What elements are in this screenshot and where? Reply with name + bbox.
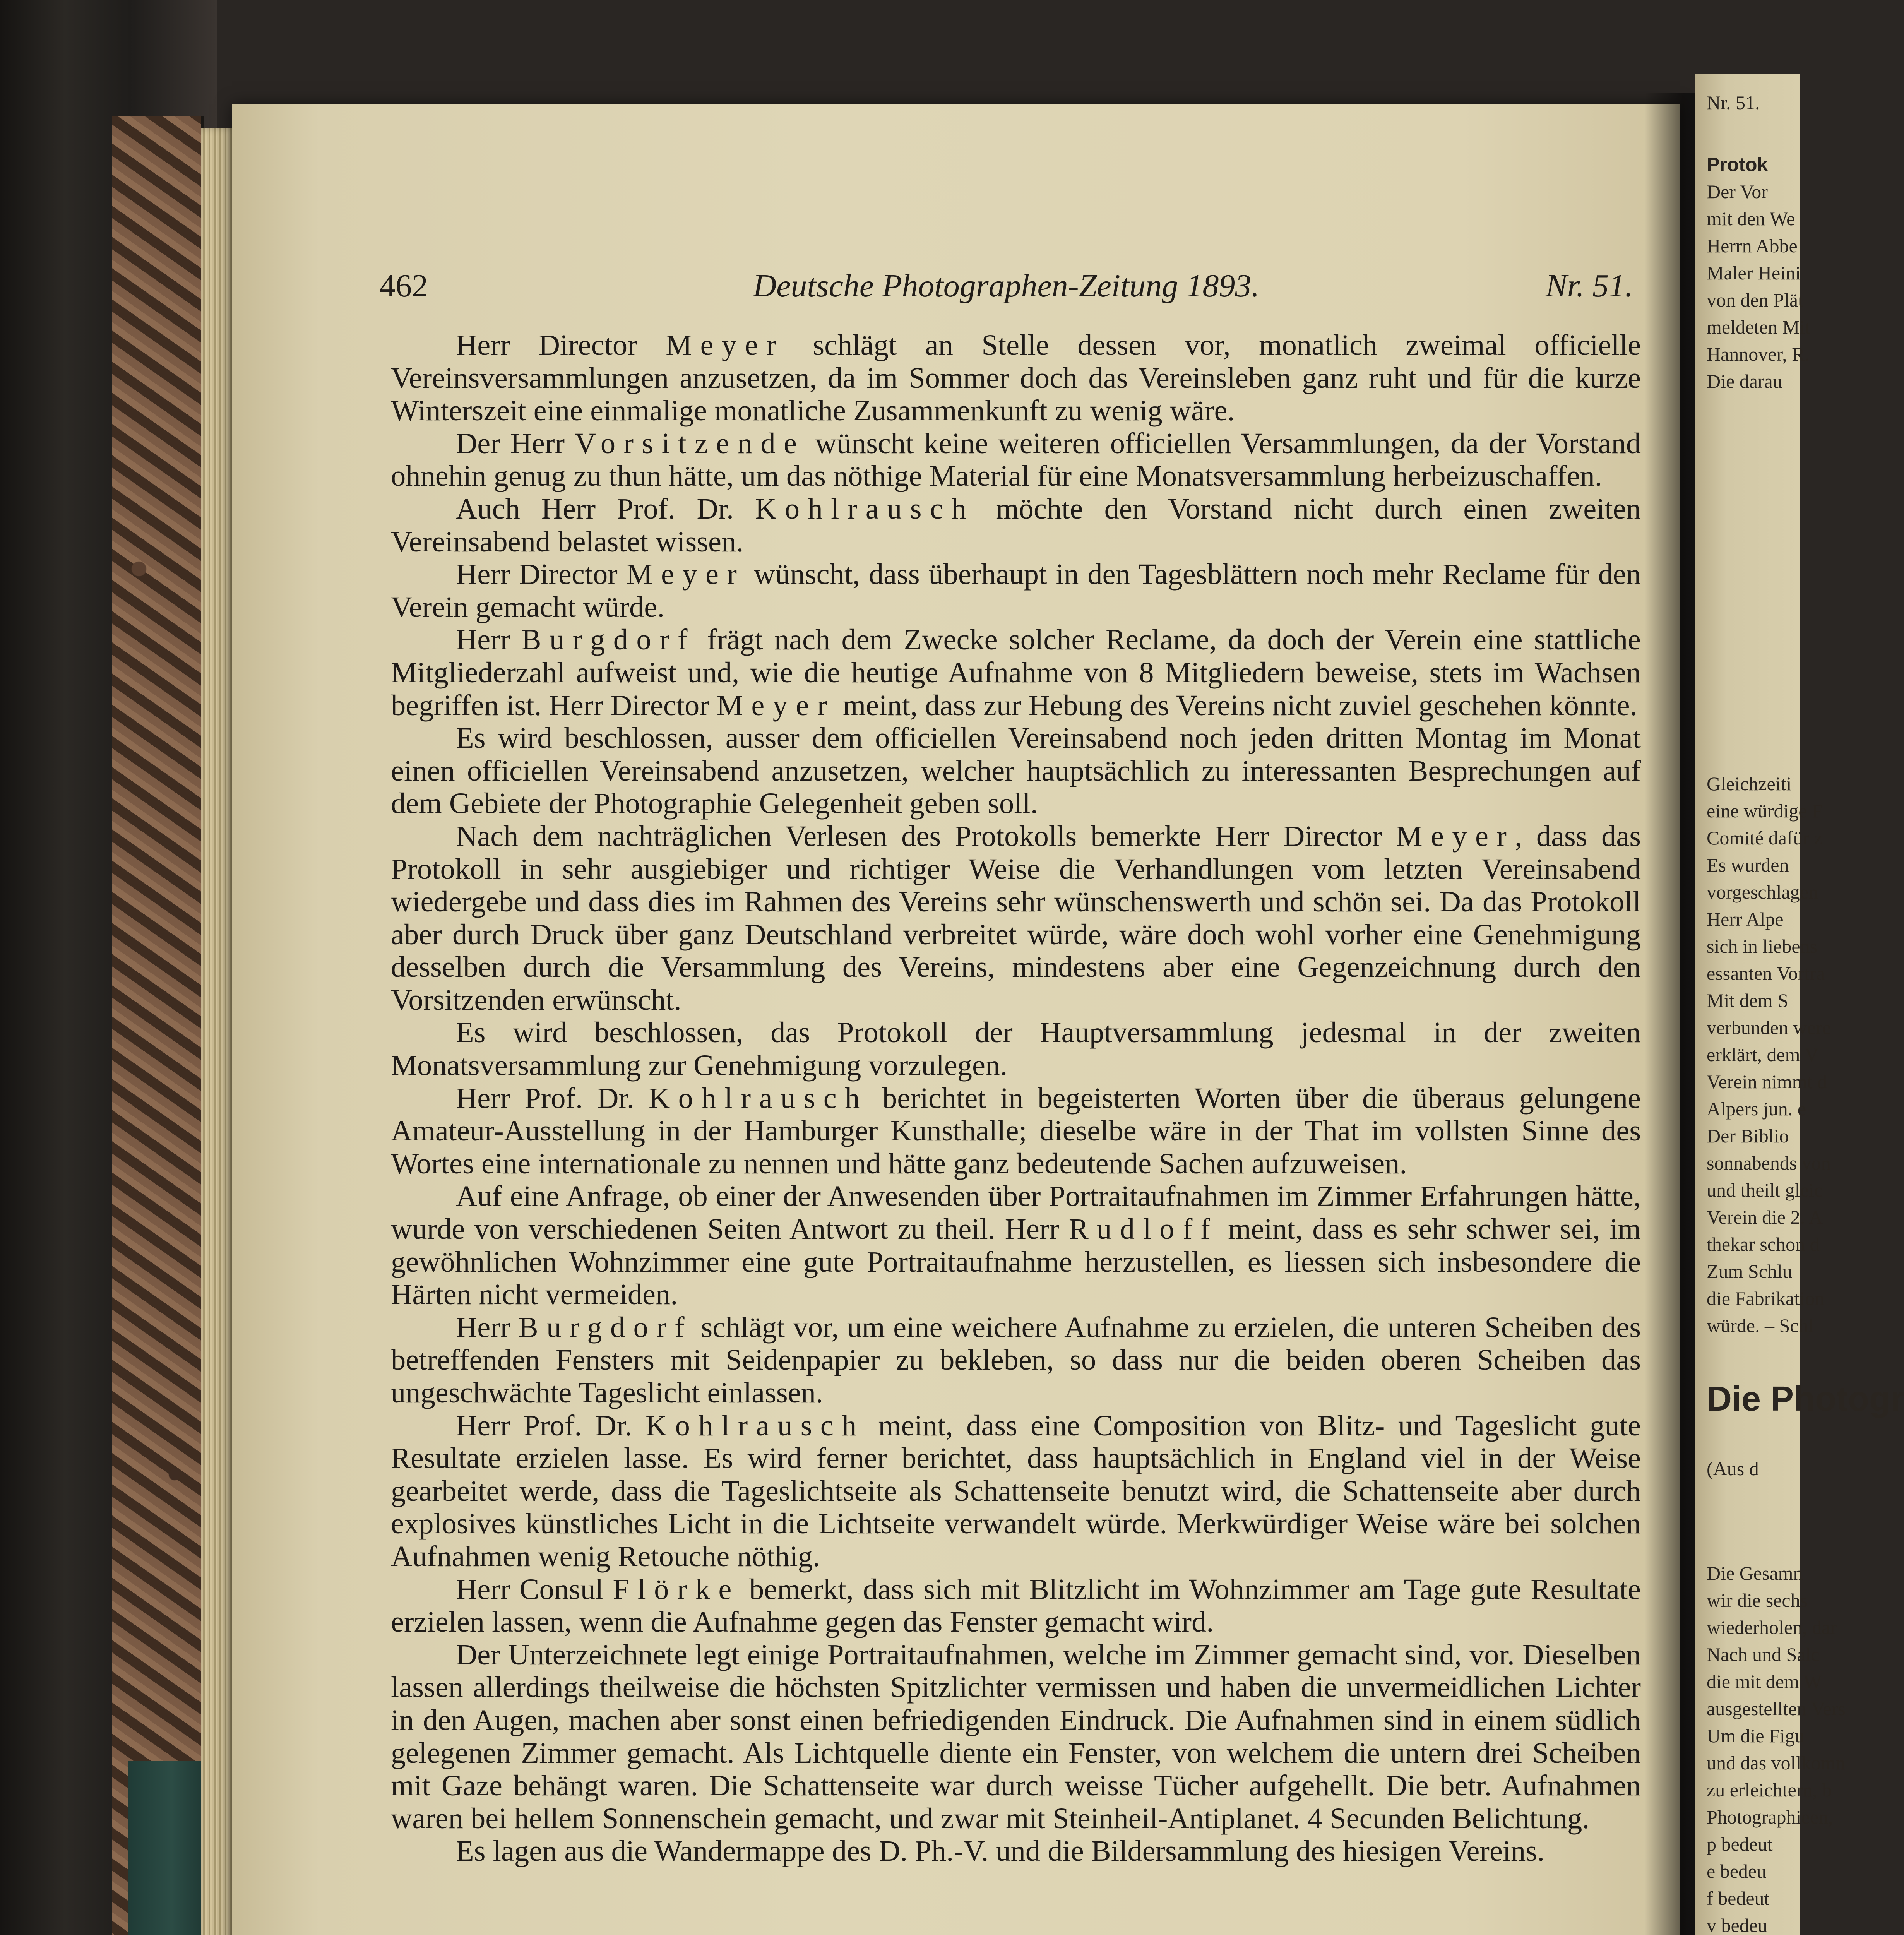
right-page-line: sonnabends von xyxy=(1707,1152,1831,1174)
right-page-line: essanten Vortra xyxy=(1707,962,1825,984)
paragraph xyxy=(391,1311,1641,1409)
spaced-name: Meyer xyxy=(716,688,836,722)
right-page-line: Es wurden xyxy=(1707,854,1789,876)
paragraph xyxy=(391,558,1641,623)
text-run: meint, dass zur Hebung des Vereins nicht zuviel geschehen könnte. xyxy=(835,688,1637,722)
right-page-line: erklärt, dem V xyxy=(1707,1044,1819,1065)
right-page-line: würde. – Schl xyxy=(1707,1315,1814,1336)
spaced-name: Kohlrausch xyxy=(649,1081,868,1115)
spaced-name: Burgdorf xyxy=(518,1310,693,1344)
issue-number: Nr. 51. xyxy=(1545,268,1633,304)
text-run: Herr Director xyxy=(456,329,666,361)
running-header xyxy=(379,267,1633,310)
gutter-shadow xyxy=(1645,93,1699,1935)
right-page-line: Maler Heini xyxy=(1707,262,1801,284)
right-page-line: Gleichzeiti xyxy=(1707,773,1792,795)
paragraph xyxy=(391,1180,1641,1311)
right-page-line: zu erleichtern, b xyxy=(1707,1779,1832,1801)
journal-title: Deutsche Photographen-Zeitung 1893. xyxy=(753,268,1260,304)
paragraph xyxy=(391,329,1641,427)
text-run: Auch Herr Prof. Dr. xyxy=(456,492,755,525)
right-page-line: Mit dem S xyxy=(1707,990,1789,1011)
right-page-line: Die darau xyxy=(1707,370,1782,392)
right-page-line: und das vollkomn xyxy=(1707,1752,1846,1774)
page-number: 462 xyxy=(379,268,428,304)
article-body xyxy=(391,329,1641,1868)
text-run: Herr Director xyxy=(456,558,627,591)
right-page-line: meldeten Mit xyxy=(1707,316,1810,338)
right-page-line: wir die sechs xyxy=(1707,1589,1808,1611)
text-run: wünscht, dass überhaupt in den Tagesblättern noch mehr Reclame für den Verein gemacht würde. xyxy=(391,558,1641,623)
spaced-name: Meyer xyxy=(1396,819,1515,853)
right-page-line: (Aus d xyxy=(1707,1458,1759,1480)
adjacent-page-fragment xyxy=(1695,74,1904,1935)
paragraph xyxy=(391,1016,1641,1082)
text-run: Es lagen aus die Wandermappe des D. Ph.-V. und die Bildersammlung des hiesigen Vereins. xyxy=(456,1834,1545,1868)
right-page-line: mit den We xyxy=(1707,208,1795,229)
right-page-line: Zum Schlu xyxy=(1707,1260,1792,1282)
paragraph xyxy=(391,1573,1641,1639)
text-run: meint, dass eine Composition von Blitz- und Tageslicht gute Resultate erzielen lasse. Es wird ferner berichtet, dass hauptsächlich in England viel in der Weise gearbeitet werde, dass die Tageslichtseite als Schattenseite benutzt wird, die Schattenseite aber durch explosives künstliches Licht in die Lichtseite verwandelt würde. Merkwürdiger Weise wäre bei solchen Aufnahmen wenig Retouche nöthig. xyxy=(391,1409,1641,1573)
text-run: Herr Prof. Dr. xyxy=(456,1081,649,1115)
right-page-line: sich in liebens xyxy=(1707,935,1818,957)
paragraph xyxy=(391,1409,1641,1573)
right-page-line: Nach und Salc xyxy=(1707,1644,1820,1665)
spaced-name: Meyer xyxy=(666,329,784,361)
right-page-line: Der Biblio xyxy=(1707,1125,1789,1147)
right-page-line: thekar schon d xyxy=(1707,1233,1820,1255)
text-run: Der Herr xyxy=(456,426,575,460)
right-page-line: von den Plät xyxy=(1707,289,1803,311)
spaced-name: Rudloff xyxy=(1068,1212,1219,1246)
paragraph xyxy=(391,1835,1641,1868)
right-page-line: ausgestellten Vers xyxy=(1707,1698,1846,1719)
text-run: schlägt vor, um eine weichere Aufnahme zu erzielen, die unteren Scheiben des betreffenden Fensters mit Seidenpapier zu bekleben, so dass nur die beiden oberen Scheiben das ungeschwächte Tageslicht einlassen. xyxy=(391,1310,1641,1409)
right-page-line: Verein die 2. A xyxy=(1707,1206,1823,1228)
paragraph xyxy=(391,427,1641,493)
right-page-line: die mit dem W xyxy=(1707,1671,1822,1692)
paragraph xyxy=(391,722,1641,820)
paragraph xyxy=(391,493,1641,558)
right-page-line: Herrn Abbe xyxy=(1707,235,1798,257)
right-page-line: Photographieen, xyxy=(1707,1806,1833,1828)
right-page-line: die Fabrikation xyxy=(1707,1288,1825,1309)
spaced-name: Kohlrausch xyxy=(755,492,975,525)
text-run: wünscht keine weiteren officiellen Versammlungen, da der Vorstand ohnehin genug zu thun hätte, um das nöthige Material für eine Monatsversammlung herbeizuschaffen. xyxy=(391,426,1641,493)
spaced-name: Meyer xyxy=(626,558,745,591)
text-run: Herr xyxy=(456,623,522,656)
right-page-line: p bedeut xyxy=(1707,1833,1773,1855)
text-run: schlägt an Stelle dessen vor, monatlich zweimal officielle Vereinsversammlungen anzusetzen, da im Sommer doch das Vereinsleben ganz ruht und für die kurze Winterszeit eine einmalige monatliche Zusammenkunft zu wenig wäre. xyxy=(391,329,1641,427)
spaced-name: Kohlrausch xyxy=(645,1409,865,1442)
text-run: Herr xyxy=(456,1310,519,1344)
text-run: meint, dass es sehr schwer sei, im gewöhnlichen Wohnzimmer eine gute Portraitaufnahme herzustellen, es liessen sich insbesondere die Härten nicht vermeiden. xyxy=(391,1212,1641,1311)
right-page-line: Verein nimmt d xyxy=(1707,1071,1827,1093)
text-run: , dass das Protokoll in sehr ausgiebiger und richtiger Weise die Verhandlungen vom letzten Vereinsabend wiedergebe und dass dies im Rahmen des Vereins sehr wünschenswerth und schön sei. Da das Protokoll aber durch Druck über ganz Deutschland verbreitet würde, wäre doch wohl vorher eine Genehmigung desselben durch die Versammlung des Vereins, mindestens aber eine Gegenzeichnung durch den Vorsitzenden erwünscht. xyxy=(391,819,1641,1016)
right-page-line: Alpers jun. e xyxy=(1707,1098,1806,1120)
paragraph xyxy=(391,1639,1641,1835)
text-run: Herr Prof. Dr. xyxy=(456,1409,646,1442)
book-page-462 xyxy=(232,104,1680,1935)
right-page-line: f bedeut xyxy=(1707,1887,1770,1909)
right-page-line: Die Photogr xyxy=(1707,1380,1904,1418)
page-edges xyxy=(201,128,236,1935)
paragraph xyxy=(391,1082,1641,1180)
text-run: möchte den Vorstand nicht durch einen zweiten Vereinsabend belastet wissen. xyxy=(391,492,1641,558)
right-page-line: wiederholen, dar xyxy=(1707,1616,1837,1638)
paragraph xyxy=(391,623,1641,722)
right-page-line: Die Gesamn xyxy=(1707,1562,1803,1584)
right-page-line: verbunden were xyxy=(1707,1017,1831,1038)
right-page-line: e bedeu xyxy=(1707,1860,1767,1882)
text-run: Es wird beschlossen, das Protokoll der Hauptversammlung jedesmal in der zweiten Monatsversammlung zur Genehmigung vorzulegen. xyxy=(391,1016,1641,1082)
marbled-cover-edge xyxy=(112,116,204,1935)
text-run: Der Unterzeichnete legt einige Portraitaufnahmen, welche im Zimmer gemacht sind, vor. Dieselben lassen allerdings theilweise die höchsten Spitzlichter vermissen und haben die unvermeidlichen Lichter in den Augen, machen aber sonst einen befriedigenden Eindruck. Die Aufnahmen sind in einem südlich gelegenen Zimmer gemacht. Als Lichtquelle diente ein Fenster, von welchem die untern drei Scheiben mit Gaze behängt waren. Die Schattenseite war durch weisse Tücher aufgehellt. Die betr. Aufnahmen waren bei hellem Sonnenschein gemacht, und zwar mit Steinheil-Antiplanet. 4 Secunden Belichtung. xyxy=(391,1638,1641,1835)
right-page-line: Comité dafür z xyxy=(1707,827,1823,849)
text-run: Es wird beschlossen, ausser dem officiellen Vereinsabend noch jeden dritten Montag im Monat einen officiellen Vereinsabend anzusetzen, welcher hauptsächlich zu interessanten Besprechungen auf dem Gebiete der Photographie Gelegenheit geben soll. xyxy=(391,721,1641,820)
cloth-binding xyxy=(128,1761,201,1935)
spaced-name: Flörke xyxy=(613,1572,740,1606)
right-page-line: v bedeu xyxy=(1707,1914,1767,1935)
text-run: bemerkt, dass sich mit Blitzlicht im Wohnzimmer am Tage gute Resultate erzielen lassen, wenn die Aufnahme gegen das Fenster gemacht wird. xyxy=(391,1572,1641,1639)
right-page-line: Nr. 51. xyxy=(1707,92,1760,113)
right-page-line: Protok xyxy=(1707,154,1768,175)
right-page-line: eine würdige F xyxy=(1707,800,1823,822)
text-run: Nach dem nachträglichen Verlesen des Protokolls bemerkte Herr Director xyxy=(456,819,1396,853)
right-page-line: Um die Figu xyxy=(1707,1725,1805,1747)
paragraph xyxy=(391,820,1641,1017)
text-run: Auf eine Anfrage, ob einer der Anwesenden über Portraitaufnahmen im Zimmer Erfahrungen hätte, wurde von verschiedenen Seiten Antwort zu theil. Herr xyxy=(391,1180,1641,1246)
spaced-name: Vorsitzende xyxy=(575,426,805,460)
right-page-line: Hannover, R. xyxy=(1707,343,1810,365)
right-page-line: Der Vor xyxy=(1707,181,1768,202)
spaced-name: Burgdorf xyxy=(521,623,696,656)
text-run: Herr Consul xyxy=(456,1572,613,1606)
right-page-line: und theilt gleic xyxy=(1707,1179,1823,1201)
right-page-line: vorgeschlagen xyxy=(1707,881,1818,903)
text-run: berichtet in begeisterten Worten über die überaus gelungene Amateur-Ausstellung in der Hamburger Kunsthalle; dieselbe wäre in der That im vollsten Sinne des Wortes eine internationale zu nennen und hätte ganz bedeutende Sachen aufzuweisen. xyxy=(391,1081,1641,1180)
right-page-line: Herr Alpe xyxy=(1707,908,1784,930)
text-run: frägt nach dem Zwecke solcher Reclame, da doch der Verein eine stattliche Mitgliederzahl aufweist und, wie die heutige Aufnahme von 8 Mitgliedern beweise, stets im Wachsen begriffen ist. Herr Director xyxy=(391,623,1641,722)
